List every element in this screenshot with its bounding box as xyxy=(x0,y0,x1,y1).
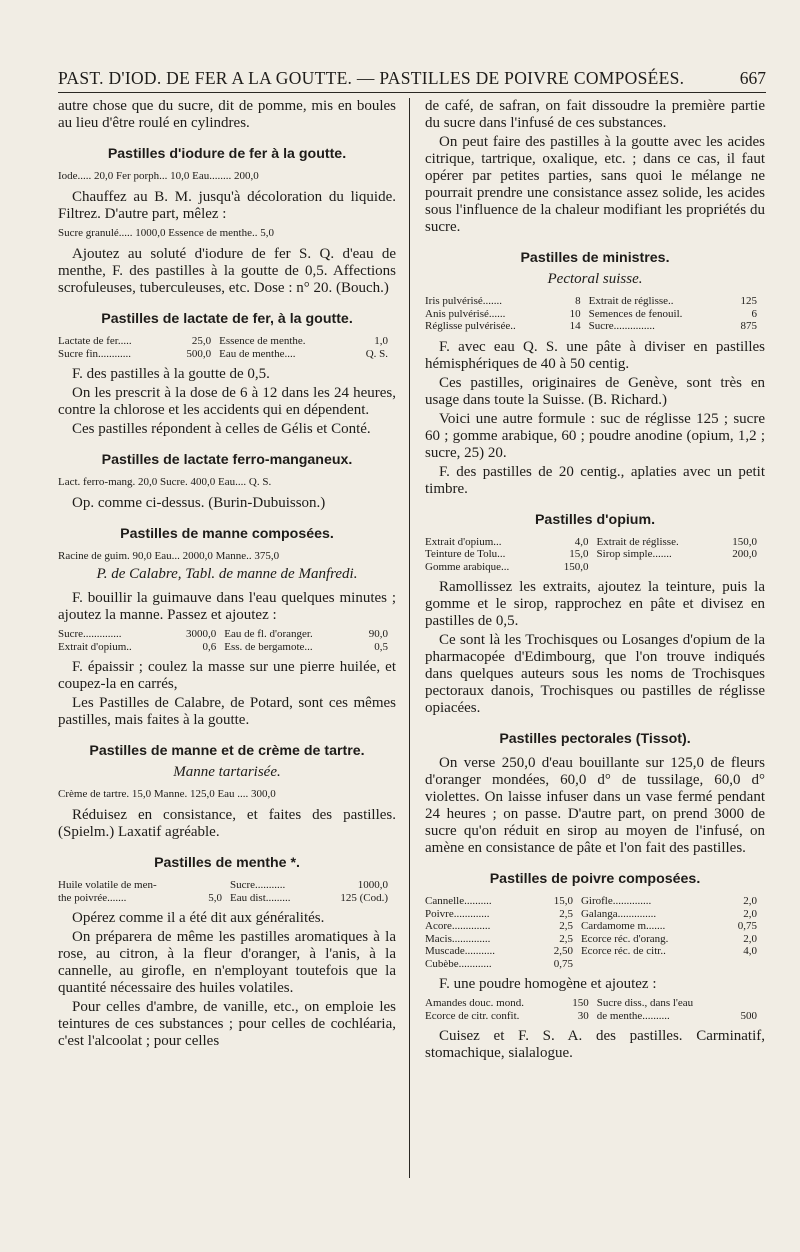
recipe-ingredient: Semences de fenouil. xyxy=(588,307,683,320)
right-column xyxy=(425,98,765,1192)
recipe-quantity: 150 xyxy=(572,997,589,1009)
recipe-quantity: 2,0 xyxy=(743,907,757,920)
recipe-ingredient: Sucre fin............ xyxy=(58,347,132,360)
recipe-ingredient: Galanga.............. xyxy=(580,907,657,920)
recipe-quantity xyxy=(731,997,765,1010)
recipe-quantity: 150,0 xyxy=(732,535,757,548)
recipe-quantity: 90,0 xyxy=(368,628,388,640)
recipe-quantity: 5,0 xyxy=(208,891,223,904)
paragraph: Ajoutez au soluté d'iodure de fer S. Q. d'eau de menthe, F. des pastilles à la goutte de 0,5. Affections scrofuleuses, tuberculeuses, etc. Dose : n° 20. (Bouch.) xyxy=(58,246,396,296)
paragraph: F. des pastilles à la goutte de 0,5. xyxy=(72,366,270,382)
recipe-line: Sucre granulé..... 1000,0 Essence de menthe.. 5,0 xyxy=(58,227,274,239)
recipe-quantity: 500 xyxy=(740,1009,757,1022)
section-heading: Pastilles de poivre composées. xyxy=(489,871,701,887)
recipe-quantity: 30 xyxy=(577,1009,589,1022)
paragraph: Ce sont là les Trochisques ou Losanges d'opium de la pharmacopée d'Edimbourg, que l'on trouve indiqués dans quelques auteurs sous les noms de Trochisques pectoraux danois, Trochisques ou pastilles de réglisse opiacées. xyxy=(425,632,765,716)
section-heading: Pastilles de menthe *. xyxy=(154,855,300,871)
recipe-ingredient: Teinture de Tolu... xyxy=(425,548,506,560)
running-header xyxy=(58,62,766,93)
recipe-row xyxy=(425,997,765,1010)
recipe-row xyxy=(425,958,765,971)
paragraph: F. avec eau Q. S. une pâte à diviser en pastilles hémisphériques de 40 à 50 centig. xyxy=(425,338,765,372)
section-heading: Pastilles de lactate de fer, à la goutte. xyxy=(101,311,353,327)
recipe-ingredient: Réglisse pulvérisée.. xyxy=(425,320,516,332)
paragraph: F. bouillir la guimauve dans l'eau quelques minutes ; ajoutez la manne. Passez et ajoutez : xyxy=(58,590,396,623)
recipe-ingredient: Cubèbe............ xyxy=(425,957,492,970)
recipe-quantity: 0,75 xyxy=(553,957,573,970)
section-heading: Pastilles d'opium. xyxy=(534,511,656,528)
recipe-ingredient: Cannelle.......... xyxy=(425,895,492,907)
recipe-ingredient: Sucre diss., dans l'eau xyxy=(596,997,694,1009)
recipe-row xyxy=(58,335,396,348)
column-divider xyxy=(409,98,410,1178)
recipe-quantity: 4,0 xyxy=(743,945,757,957)
recipe-ingredient: Poivre............. xyxy=(425,907,490,920)
recipe-line: Crème de tartre. 15,0 Manne. 125,0 Eau .... 300,0 xyxy=(58,788,276,800)
paragraph: Chauffez au B. M. jusqu'à décoloration du liquide. Filtrez. D'autre part, mêlez : xyxy=(58,189,396,222)
section-heading: Pastilles de ministres. xyxy=(520,250,670,266)
recipe-row xyxy=(425,895,765,908)
recipe-ingredient: Acore.............. xyxy=(425,920,491,932)
recipe-row xyxy=(58,348,396,361)
recipe-row xyxy=(425,548,765,561)
recipe-ingredient: Eau de fl. d'oranger. xyxy=(224,628,313,640)
recipe-ingredient: Extrait d'opium.. xyxy=(58,640,132,653)
recipe-row xyxy=(58,641,396,654)
recipe-table xyxy=(58,628,396,653)
paragraph: Cuisez et F. S. A. des pastilles. Carminatif, stomachique, sialalogue. xyxy=(425,1028,765,1061)
recipe-quantity: 25,0 xyxy=(191,335,212,347)
recipe-row xyxy=(425,295,765,308)
paragraph: Ces pastilles répondent à celles de Gélis et Conté. xyxy=(72,421,371,437)
recipe-ingredient: Iris pulvérisé....... xyxy=(425,295,502,307)
paragraph: Op. comme ci-dessus. (Burin-Dubuisson.) xyxy=(72,495,326,511)
left-column xyxy=(58,98,396,1192)
recipe-quantity: 150,0 xyxy=(563,560,589,573)
paragraph: Pour celles d'ambre, de vanille, etc., on emploie les teintures de ces substances ; pour celles de cochléaria, c'est l'alcoolat ; pour celles xyxy=(58,999,396,1049)
recipe-quantity: 15,0 xyxy=(569,548,589,560)
recipe-quantity: 2,5 xyxy=(559,920,573,932)
recipe-row xyxy=(425,945,765,958)
paragraph: Ramollissez les extraits, ajoutez la teinture, puis la gomme et le sirop, rapprochez en pâte et divisez en pastilles de 0,5. xyxy=(425,579,765,629)
recipe-table xyxy=(425,895,765,970)
paragraph: Opérez comme il a été dit aux généralités. xyxy=(72,910,325,926)
recipe-row xyxy=(58,879,396,892)
recipe-quantity: Q. S. xyxy=(365,347,388,360)
recipe-quantity: 2,5 xyxy=(559,932,573,945)
recipe-table xyxy=(58,335,396,360)
recipe-quantity xyxy=(717,561,765,574)
running-title: PAST. D'IOD. DE FER A LA GOUTTE. — PASTILLES DE POIVRE COMPOSÉES. xyxy=(58,68,685,88)
recipe-ingredient: Gomme arabique... xyxy=(425,560,510,573)
recipe-quantity: 125 xyxy=(740,295,757,307)
recipe-row xyxy=(58,628,396,641)
recipe-row xyxy=(425,1010,765,1023)
recipe-row xyxy=(425,320,765,333)
recipe-quantity: 0,75 xyxy=(737,920,757,932)
recipe-quantity xyxy=(199,879,230,892)
paragraph: Voici une autre formule : suc de réglisse 125 ; sucre 60 ; gomme arabique, 60 ; poudre anodine (opium, 1,2 ; sucre, 25) 20. xyxy=(425,410,765,461)
recipe-ingredient: Macis.............. xyxy=(425,932,491,945)
recipe-quantity: 125 (Cod.) xyxy=(340,891,388,904)
recipe-ingredient: Lactate de fer..... xyxy=(58,335,132,347)
recipe-line: Iode..... 20,0 Fer porph... 10,0 Eau........ 200,0 xyxy=(58,170,259,182)
recipe-ingredient: Extrait de réglisse. xyxy=(596,535,679,548)
recipe-row xyxy=(425,920,765,933)
paragraph: de café, de safran, on fait dissoudre la première partie du sucre dans l'infusé de ces substances. xyxy=(425,98,765,131)
recipe-quantity: 1,0 xyxy=(374,335,388,347)
recipe-quantity: 500,0 xyxy=(186,347,212,360)
section-subtitle: Manne tartarisée. xyxy=(173,764,281,780)
recipe-ingredient xyxy=(597,561,717,574)
recipe-quantity: 0,6 xyxy=(202,640,217,653)
recipe-quantity: 15,0 xyxy=(553,895,573,907)
recipe-row xyxy=(425,933,765,946)
recipe-ingredient: Extrait de réglisse.. xyxy=(588,295,674,307)
recipe-quantity: 2,50 xyxy=(553,945,573,957)
recipe-ingredient: Sucre........... xyxy=(230,879,286,891)
section-heading: Pastilles pectorales (Tissot). xyxy=(499,731,691,747)
recipe-ingredient: Extrait d'opium... xyxy=(425,535,502,548)
recipe-ingredient: Anis pulvérisé...... xyxy=(425,307,506,320)
recipe-row xyxy=(58,892,396,905)
paragraph: F. une poudre homogène et ajoutez : xyxy=(439,976,657,992)
recipe-ingredient: Essence de menthe. xyxy=(219,335,306,347)
recipe-ingredient: Ess. de bergamote... xyxy=(224,640,313,653)
paragraph: F. des pastilles de 20 centig., aplaties avec un petit timbre. xyxy=(425,463,765,497)
recipe-quantity: 1000,0 xyxy=(357,879,388,891)
recipe-quantity: 8 xyxy=(575,295,581,307)
recipe-table xyxy=(425,997,765,1022)
recipe-quantity: 10 xyxy=(569,307,581,320)
recipe-row xyxy=(425,308,765,321)
recipe-row xyxy=(425,908,765,921)
paragraph: Les Pastilles de Calabre, de Potard, sont ces mêmes pastilles, mais faites à la goutte. xyxy=(58,695,396,728)
recipe-ingredient: Cardamome m....... xyxy=(580,920,666,932)
section-subtitle: Pectoral suisse. xyxy=(547,271,643,287)
recipe-line: Lact. ferro-mang. 20,0 Sucre. 400,0 Eau.... Q. S. xyxy=(58,476,272,488)
recipe-quantity: 3000,0 xyxy=(186,628,217,640)
recipe-quantity: 2,0 xyxy=(743,895,757,907)
recipe-quantity: 4,0 xyxy=(574,535,589,548)
recipe-ingredient: de menthe.......... xyxy=(596,1009,670,1022)
recipe-quantity: 2,5 xyxy=(559,907,573,920)
recipe-ingredient: Muscade........... xyxy=(425,945,495,957)
paragraph: Réduisez en consistance, et faites des pastilles. (Spielm.) Laxatif agréable. xyxy=(58,807,396,840)
recipe-ingredient: Eau dist......... xyxy=(230,891,291,904)
paragraph: autre chose que du sucre, dit de pomme, mis en boules au lieu d'être roulé en cylindres. xyxy=(58,98,396,131)
recipe-ingredient: Eau de menthe.... xyxy=(219,347,296,360)
recipe-row xyxy=(425,561,765,574)
section-heading: Pastilles de manne et de crème de tartre. xyxy=(89,743,365,759)
page-number: 667 xyxy=(739,68,766,88)
section-subtitle: P. de Calabre, Tabl. de manne de Manfredi. xyxy=(96,566,358,582)
recipe-table xyxy=(58,879,396,904)
recipe-ingredient: Sirop simple....... xyxy=(596,548,672,560)
recipe-ingredient: Sucre............... xyxy=(588,320,655,332)
paragraph: On les prescrit à la dose de 6 à 12 dans les 24 heures, contre la chlorose et les accidents qui en dépendent. xyxy=(58,385,396,418)
recipe-ingredient: Sucre.............. xyxy=(58,628,122,640)
paragraph: On verse 250,0 d'eau bouillante sur 125,0 de fleurs d'oranger mondées, 60,0 d° de tussilage, 60,0 d° violettes. On laisse infuser dans un vase fermé pendant 24 heures ; on passe. D'autre part, on prend 3000 de sucre qu'on réduit en sirop au moyen de l'infusé, on amène en consistance de pâte et l'on fait des pastilles. xyxy=(425,755,765,856)
recipe-ingredient: Ecorce réc. de citr.. xyxy=(580,945,666,957)
section-heading: Pastilles de lactate ferro-manganeux. xyxy=(101,452,353,468)
recipe-quantity: 875 xyxy=(740,320,757,332)
paragraph: On préparera de même les pastilles aromatiques à la rose, au citron, à la fleur d'oranger, à l'anis, à la cannelle, au girofle, en n'employant toutefois que la quantité nécessaire des huiles volatiles. xyxy=(58,929,396,996)
recipe-table xyxy=(425,536,765,574)
recipe-quantity: 2,0 xyxy=(743,932,757,945)
recipe-ingredient xyxy=(581,958,721,971)
recipe-ingredient: the poivrée....... xyxy=(58,891,127,904)
recipe-ingredient: Ecorce de citr. confit. xyxy=(425,1009,520,1022)
recipe-ingredient: Amandes douc. mond. xyxy=(425,997,524,1009)
recipe-table xyxy=(425,295,765,333)
recipe-quantity: 14 xyxy=(569,320,581,332)
recipe-quantity xyxy=(721,958,765,971)
recipe-row xyxy=(425,536,765,549)
paragraph: On peut faire des pastilles à la goutte avec les acides citrique, tartrique, oxalique, etc. ; dans ce cas, il faut opérer par petites parties, sans quoi le mélange ne pourrait prendre une consistance assez solide, les acides sous l'influence de la chaleur modifiant les propriétés du sucre. xyxy=(425,134,765,235)
paragraph: Ces pastilles, originaires de Genève, sont très en usage dans toute la Suisse. (B. Richard.) xyxy=(425,374,765,408)
recipe-ingredient: Huile volatile de men- xyxy=(58,879,157,891)
recipe-quantity: 200,0 xyxy=(732,548,757,560)
section-heading: Pastilles d'iodure de fer à la goutte. xyxy=(107,146,347,162)
paragraph: F. épaissir ; coulez la masse sur une pierre huilée, et coupez-la en carrés, xyxy=(58,659,396,692)
recipe-ingredient: Girofle.............. xyxy=(580,895,652,907)
recipe-quantity: 6 xyxy=(751,307,757,320)
recipe-quantity: 0,5 xyxy=(374,640,388,653)
recipe-ingredient: Ecorce réc. d'orang. xyxy=(580,932,669,945)
recipe-line: Racine de guim. 90,0 Eau... 2000,0 Manne.. 375,0 xyxy=(58,550,280,562)
section-heading: Pastilles de manne composées. xyxy=(120,526,334,542)
